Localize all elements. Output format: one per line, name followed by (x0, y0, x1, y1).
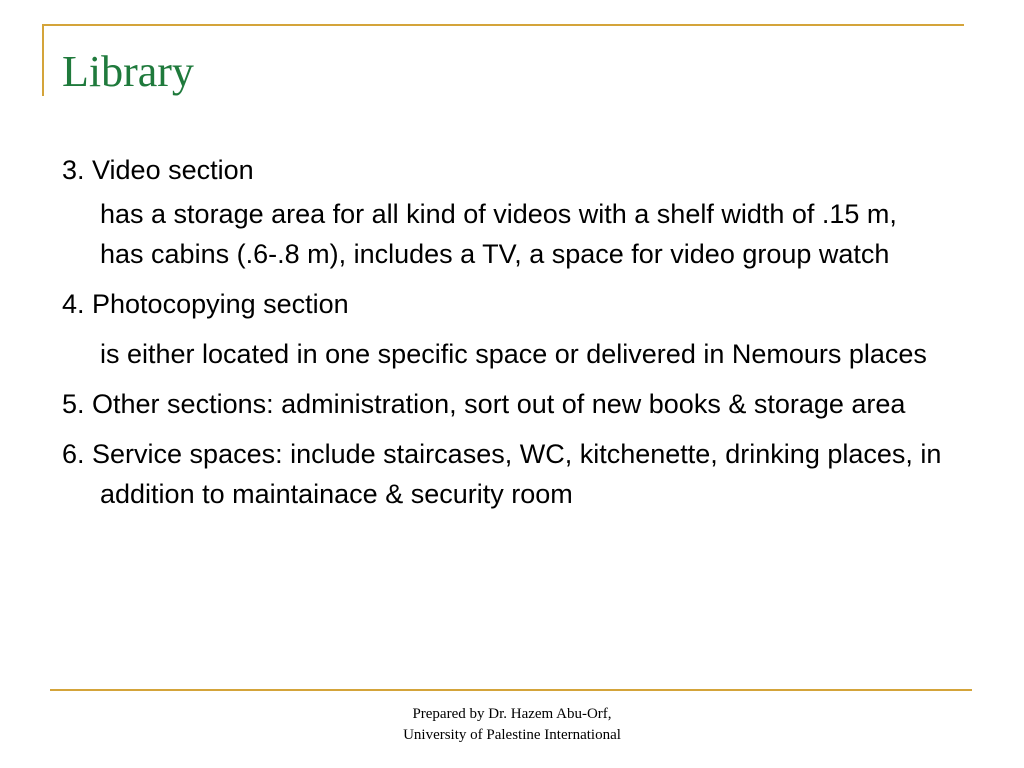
footer-institution: University of Palestine International (403, 727, 621, 743)
list-item-service-spaces: 6. Service spaces: include staircases, WC, kitchenette, drinking places, in addition to maintainace & security room (62, 439, 942, 509)
slide-title: Library (62, 47, 194, 96)
footer-credit (362, 704, 662, 746)
left-rule (42, 24, 44, 96)
list-item-video-section: 3. Video section (62, 155, 254, 185)
list-item-photocopying-section: 4. Photocopying section (62, 289, 349, 319)
photocopying-section-description: is either located in one specific space or delivered in Nemours places (100, 339, 927, 369)
bottom-rule (50, 689, 972, 691)
footer-author: Prepared by Dr. Hazem Abu-Orf, (412, 706, 612, 722)
slide-body (62, 150, 942, 524)
video-section-description: has a storage area for all kind of videos with a shelf width of .15 m, has cabins (.6-.8 m), includes a TV, a space for video group watch (100, 199, 897, 269)
list-item-other-sections: 5. Other sections: administration, sort out of new books & storage area (62, 389, 906, 419)
top-rule (42, 24, 964, 26)
